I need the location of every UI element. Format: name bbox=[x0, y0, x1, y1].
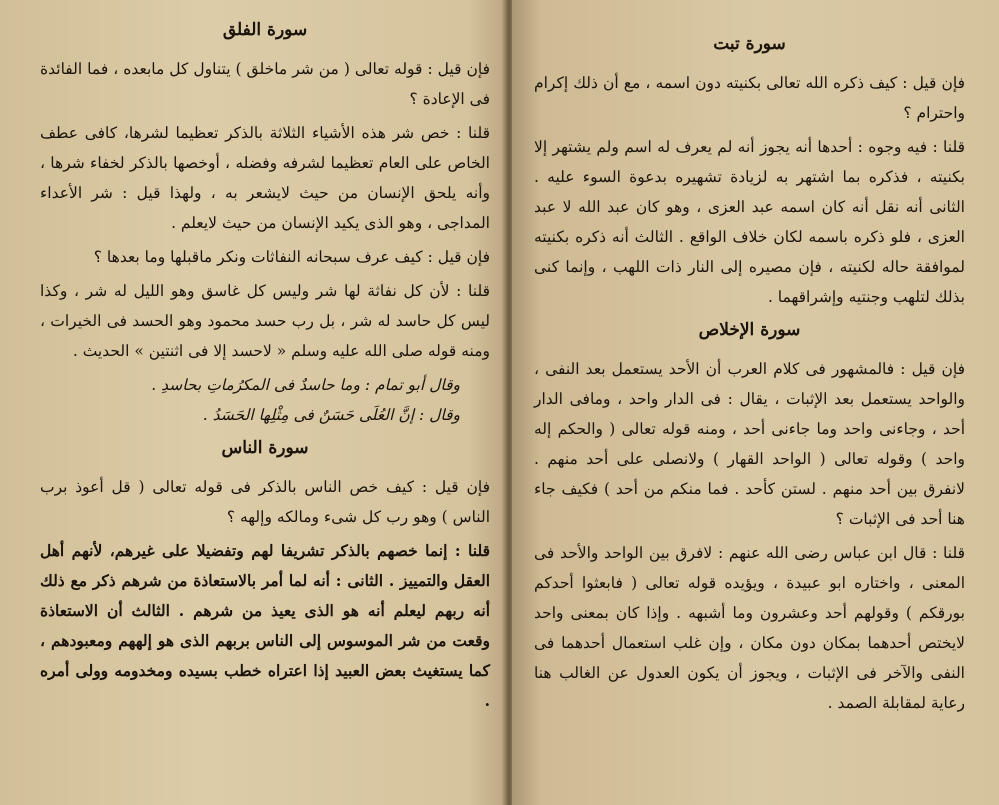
paragraph: قلنا : فيه وجوه : أحدها أنه يجوز أنه لم يعرف له اسم ولم يشتهر إلا بكنيته ، فذكره بما اشتهر به لزيادة تشهيره بدعوة السوء عليه . الثانى أنه نقل أنه كان اسمه عبد العزى ، وهو كان عبد الله لا عبد العزى ، فلو ذكره باسمه لكان خلاف الواقع . الثالث أنه ذكره بكنيته لموافقة حاله لكنيته ، فإن مصيره إلى النار ذات اللهب ، وإنما كنى بذلك لتلهب وجنتيه وإشراقهما . bbox=[534, 138, 965, 306]
paragraph: قلنا : خص شر هذه الأشياء الثلاثة بالذكر تعظيما لشرها، كافى عطف الخاص على العام تعظيما لشرفه وفضله ، أوخصها بالذكر لخفاء شرها ، وأنه يلحق الإنسان من حيث لايشعر به ، ولهذا قيل : شر الأعداء المداجى ، وهو الذى يكيد الإنسان من حيث لايعلم . bbox=[40, 124, 490, 232]
surah-title: سورة الفلق bbox=[222, 20, 308, 40]
paragraph: فإن قيل : فالمشهور فى كلام العرب أن الأحد يستعمل بعد النفى ، والواحد يستعمل بعد الإثبات ، يقال : فى الدار واحد ، ومافى الدار أحد ، وجاءنى واحد وما جاءنى أحد ، ومنه قوله تعالى ( والحكم إله واحد ) وقوله تعالى ( الواحد القهار ) ولانصلى على أحد منهم . لانفرق بين أحد منهم . لستن كأحد . فما منكم من أحد ) فكيف جاء هنا أحد فى الإثبات ؟ bbox=[534, 360, 965, 528]
surah-title: سورة الناس bbox=[221, 438, 309, 458]
paragraph: فإن قيل : كيف خص الناس بالذكر فى قوله تعالى ( قل أعوذ برب الناس ) وهو رب كل شىء ومالكه وإلهه ؟ bbox=[40, 478, 490, 526]
surah-falaq-section bbox=[40, 18, 490, 430]
surah-title: سورة تبت bbox=[713, 34, 786, 54]
poetry-line: وقال أبو تمام : وما حاسدٌ فى المكرُماتِ بحاسدِ . bbox=[151, 376, 460, 394]
surah-masad-section bbox=[534, 32, 965, 312]
paragraph: فإن قيل : قوله تعالى ( من شر ماخلق ) يتناول كل مابعده ، فما الفائدة فى الإعادة ؟ bbox=[40, 60, 490, 108]
paragraph: قلنا : إنما خصهم بالذكر تشريفا لهم وتفضيلا على غيرهم، لأنهم أهل العقل والتمييز . الثانى : أنه لما أمر بالاستعاذة من شرهم ذكر مع ذلك أنه ربهم ليعلم أنه هو الذى يعيذ من شرهم . الثالث أن الاستعاذة وقعت من شر الموسوس إلى الناس بربهم الذى هو إلههم ومعبودهم ، كما يستغيث بعض العبيد إذا اعتراه خطب بسيده ومخدومه وولى أمره . bbox=[40, 541, 490, 710]
paragraph: فإن قيل : كيف عرف سبحانه النفاثات ونكر ماقبلها وما بعدها ؟ bbox=[93, 248, 490, 266]
surah-ikhlas-section bbox=[534, 318, 965, 718]
surah-nas-section bbox=[40, 436, 490, 716]
paragraph: قلنا : قال ابن عباس رضى الله عنهم : لافرق بين الواحد والأحد فى المعنى ، واختاره ابو عبيدة ، ويؤيده قوله تعالى ( فابعثوا أحدكم بورقكم ) وقولهم أحد وعشرون وما أشبهه . وإذا كان بمعنى واحد لايختص أحدهما بمكان دون مكان ، وإن غلب استعمال أحدهما فى النفى والآخر فى الإثبات ، ويجوز أن يكون العدول عن الغالب هنا رعاية لمقابلة الصمد . bbox=[534, 544, 965, 712]
poetry-line: وقال : إنَّ العُلَى حَسَنٌ فى مِثْلِها الحَسَدُ . bbox=[202, 406, 460, 424]
right-page bbox=[512, 0, 999, 805]
paragraph: فإن قيل : كيف ذكره الله تعالى بكنيته دون اسمه ، مع أن ذلك إكرام واحترام ؟ bbox=[534, 74, 965, 122]
surah-title: سورة الإخلاص bbox=[698, 320, 801, 340]
paragraph: قلنا : لأن كل نفاثة لها شر وليس كل غاسق وهو الليل له شر ، وكذا ليس كل حاسد له شر ، بل رب حسد محمود وهو الحسد فى الخيرات ، ومنه قوله صلى الله عليه وسلم « لاحسد إلا فى اثنتين » الحديث . bbox=[40, 282, 490, 360]
